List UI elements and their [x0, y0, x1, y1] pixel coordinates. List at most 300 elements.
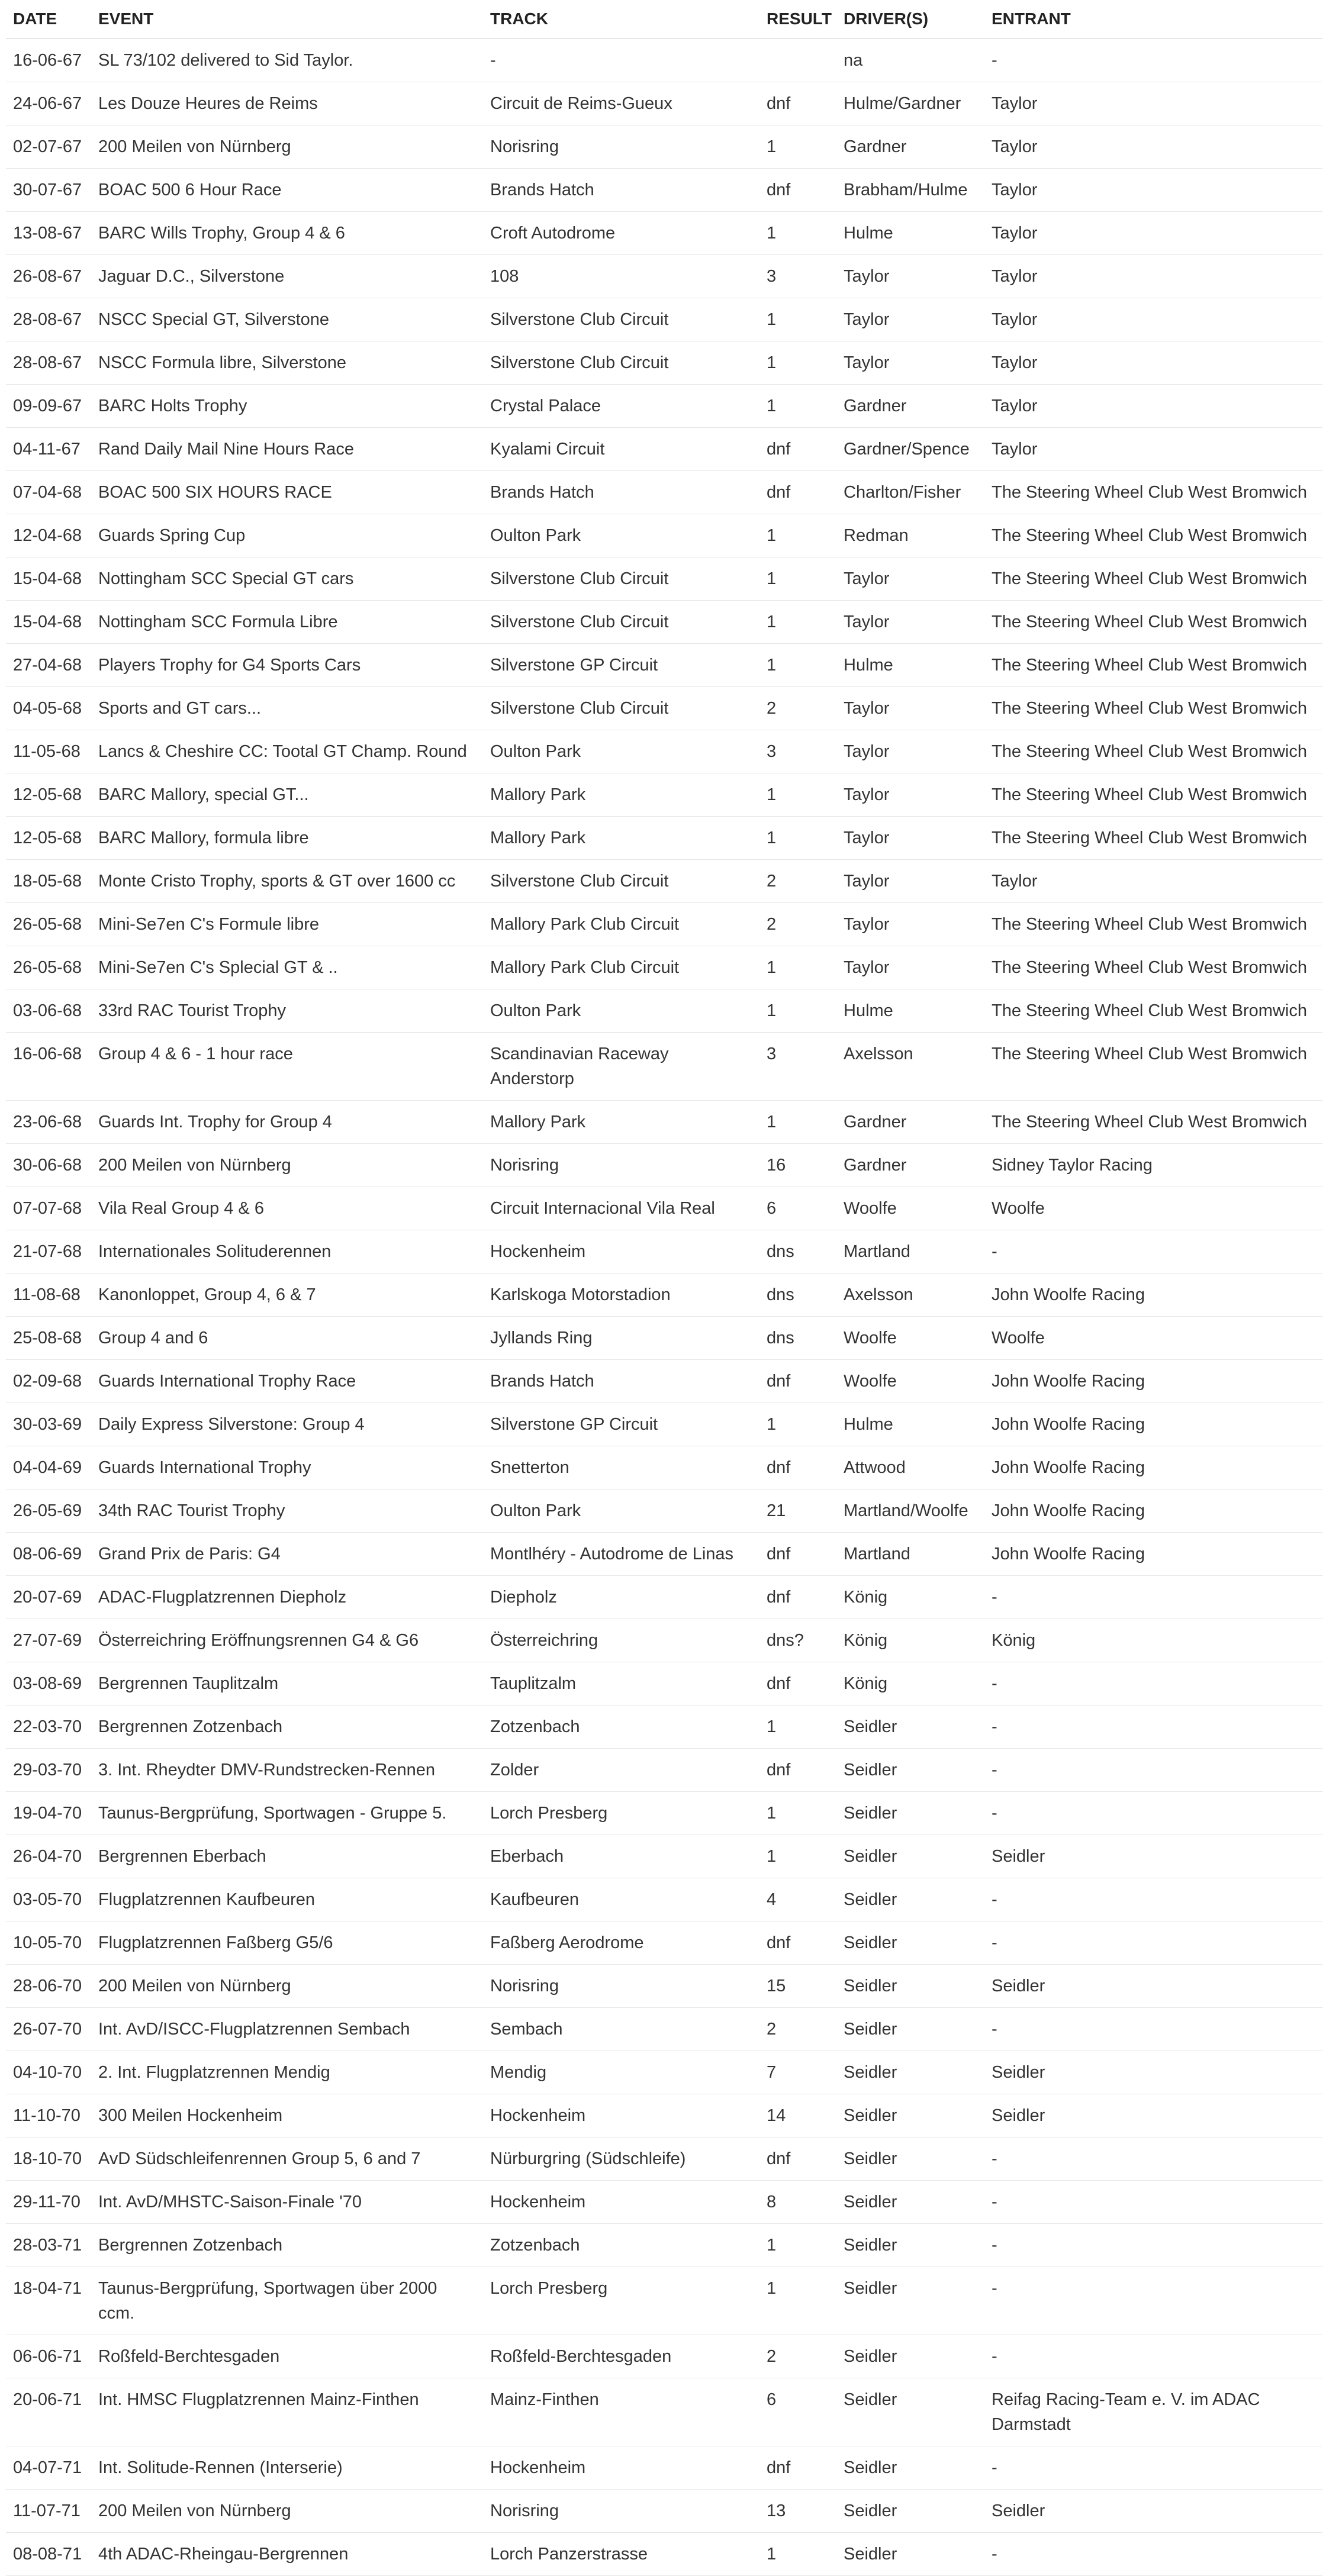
date-cell: 16-06-68	[6, 1033, 91, 1101]
drivers-cell: Seidler	[836, 2094, 984, 2137]
date-cell: 08-08-71	[6, 2533, 91, 2576]
table-row	[6, 644, 1322, 687]
entrant-cell: The Steering Wheel Club West Bromwich	[984, 989, 1322, 1033]
event-cell: Jaguar D.C., Silverstone	[91, 255, 483, 298]
track-cell: Eberbach	[483, 1835, 759, 1878]
entrant-cell: Taylor	[984, 212, 1322, 255]
event-cell: 200 Meilen von Nürnberg	[91, 125, 483, 169]
track-cell: Silverstone Club Circuit	[483, 341, 759, 385]
drivers-cell: Woolfe	[836, 1317, 984, 1360]
result-cell: 2	[759, 2335, 836, 2378]
drivers-cell: Seidler	[836, 2051, 984, 2094]
track-cell: Brands Hatch	[483, 1360, 759, 1403]
entrant-cell: John Woolfe Racing	[984, 1274, 1322, 1317]
drivers-cell: Axelsson	[836, 1033, 984, 1101]
event-cell: Group 4 & 6 - 1 hour race	[91, 1033, 483, 1101]
entrant-cell: The Steering Wheel Club West Bromwich	[984, 817, 1322, 860]
track-cell: Norisring	[483, 125, 759, 169]
track-cell: Kaufbeuren	[483, 1878, 759, 1921]
entrant-cell: -	[984, 2335, 1322, 2378]
track-cell: Mainz-Finthen	[483, 2378, 759, 2446]
result-cell: 6	[759, 1187, 836, 1230]
event-cell: Guards International Trophy Race	[91, 1360, 483, 1403]
event-cell: Int. AvD/MHSTC-Saison-Finale '70	[91, 2181, 483, 2224]
track-cell: Nürburgring (Südschleife)	[483, 2137, 759, 2181]
track-cell: Oulton Park	[483, 730, 759, 773]
result-cell: dnf	[759, 1662, 836, 1705]
result-cell: 3	[759, 1033, 836, 1101]
entrant-cell: John Woolfe Racing	[984, 1489, 1322, 1533]
table-row	[6, 471, 1322, 514]
entrant-cell: -	[984, 1230, 1322, 1274]
header-track: TRACK	[483, 0, 759, 38]
event-cell: 200 Meilen von Nürnberg	[91, 1965, 483, 2008]
date-cell: 28-08-67	[6, 298, 91, 341]
table-row	[6, 1965, 1322, 2008]
drivers-cell: König	[836, 1619, 984, 1662]
result-cell: 1	[759, 1705, 836, 1749]
date-cell: 18-04-71	[6, 2267, 91, 2335]
drivers-cell: Seidler	[836, 2533, 984, 2576]
result-cell: 1	[759, 773, 836, 817]
event-cell: Rand Daily Mail Nine Hours Race	[91, 428, 483, 471]
date-cell: 04-05-68	[6, 687, 91, 730]
entrant-cell: Taylor	[984, 82, 1322, 125]
result-cell: 13	[759, 2490, 836, 2533]
event-cell: Daily Express Silverstone: Group 4	[91, 1403, 483, 1446]
event-cell: NSCC Special GT, Silverstone	[91, 298, 483, 341]
drivers-cell: Hulme	[836, 1403, 984, 1446]
header-result: RESULT	[759, 0, 836, 38]
drivers-cell: Attwood	[836, 1446, 984, 1489]
drivers-cell: Taylor	[836, 341, 984, 385]
event-cell: Group 4 and 6	[91, 1317, 483, 1360]
track-cell: Mallory Park	[483, 773, 759, 817]
entrant-cell: John Woolfe Racing	[984, 1403, 1322, 1446]
table-row	[6, 2224, 1322, 2267]
result-cell: 1	[759, 817, 836, 860]
drivers-cell: Axelsson	[836, 1274, 984, 1317]
entrant-cell: Taylor	[984, 255, 1322, 298]
event-cell: Int. Solitude-Rennen (Interserie)	[91, 2446, 483, 2490]
drivers-cell: Seidler	[836, 2378, 984, 2446]
entrant-cell: -	[984, 38, 1322, 82]
entrant-cell: -	[984, 1662, 1322, 1705]
table-row	[6, 2181, 1322, 2224]
event-cell: 3. Int. Rheydter DMV-Rundstrecken-Rennen	[91, 1749, 483, 1792]
result-cell: dns?	[759, 1619, 836, 1662]
result-cell: 1	[759, 946, 836, 989]
date-cell: 29-03-70	[6, 1749, 91, 1792]
table-row	[6, 341, 1322, 385]
drivers-cell: Taylor	[836, 817, 984, 860]
date-cell: 13-08-67	[6, 212, 91, 255]
entrant-cell: The Steering Wheel Club West Bromwich	[984, 903, 1322, 946]
result-cell: 16	[759, 1144, 836, 1187]
drivers-cell: Gardner	[836, 1101, 984, 1144]
table-row	[6, 1403, 1322, 1446]
date-cell: 18-10-70	[6, 2137, 91, 2181]
drivers-cell: Martland/Woolfe	[836, 1489, 984, 1533]
table-row	[6, 1144, 1322, 1187]
date-cell: 04-11-67	[6, 428, 91, 471]
entrant-cell: The Steering Wheel Club West Bromwich	[984, 1101, 1322, 1144]
result-cell: 1	[759, 385, 836, 428]
date-cell: 28-08-67	[6, 341, 91, 385]
drivers-cell: Taylor	[836, 946, 984, 989]
event-cell: Mini-Se7en C's Formule libre	[91, 903, 483, 946]
drivers-cell: Seidler	[836, 2008, 984, 2051]
entrant-cell: -	[984, 1705, 1322, 1749]
entrant-cell: Taylor	[984, 169, 1322, 212]
table-row	[6, 730, 1322, 773]
table-row	[6, 125, 1322, 169]
track-cell: Crystal Palace	[483, 385, 759, 428]
track-cell: Lorch Presberg	[483, 2267, 759, 2335]
result-cell: dns	[759, 1317, 836, 1360]
entrant-cell: The Steering Wheel Club West Bromwich	[984, 946, 1322, 989]
table-row	[6, 601, 1322, 644]
table-row	[6, 1576, 1322, 1619]
event-cell: Taunus-Bergprüfung, Sportwagen über 2000 ccm.	[91, 2267, 483, 2335]
table-row	[6, 1360, 1322, 1403]
track-cell: Hockenheim	[483, 2094, 759, 2137]
event-cell: Int. HMSC Flugplatzrennen Mainz-Finthen	[91, 2378, 483, 2446]
track-cell: Hockenheim	[483, 2181, 759, 2224]
drivers-cell: Redman	[836, 514, 984, 557]
table-row	[6, 1792, 1322, 1835]
drivers-cell: Seidler	[836, 1835, 984, 1878]
event-cell: Internationales Solituderennen	[91, 1230, 483, 1274]
table-row	[6, 1274, 1322, 1317]
date-cell: 16-06-67	[6, 38, 91, 82]
track-cell: Norisring	[483, 1965, 759, 2008]
date-cell: 29-11-70	[6, 2181, 91, 2224]
table-row	[6, 557, 1322, 601]
table-row	[6, 212, 1322, 255]
entrant-cell: König	[984, 1619, 1322, 1662]
track-cell: Faßberg Aerodrome	[483, 1921, 759, 1965]
event-cell: Roßfeld-Berchtesgaden	[91, 2335, 483, 2378]
table-row	[6, 1533, 1322, 1576]
entrant-cell: Seidler	[984, 2490, 1322, 2533]
drivers-cell: Woolfe	[836, 1187, 984, 1230]
event-cell: NSCC Formula libre, Silverstone	[91, 341, 483, 385]
result-cell: dnf	[759, 169, 836, 212]
result-cell: 1	[759, 1403, 836, 1446]
entrant-cell: -	[984, 1749, 1322, 1792]
result-cell: 7	[759, 2051, 836, 2094]
drivers-cell: Seidler	[836, 2490, 984, 2533]
result-cell: dnf	[759, 2137, 836, 2181]
track-cell: Silverstone Club Circuit	[483, 557, 759, 601]
drivers-cell: na	[836, 38, 984, 82]
table-row	[6, 2008, 1322, 2051]
table-row	[6, 1705, 1322, 1749]
drivers-cell: Hulme	[836, 989, 984, 1033]
table-body	[6, 38, 1322, 2576]
event-cell: BARC Holts Trophy	[91, 385, 483, 428]
entrant-cell: -	[984, 1878, 1322, 1921]
entrant-cell: Taylor	[984, 860, 1322, 903]
event-cell: 200 Meilen von Nürnberg	[91, 1144, 483, 1187]
date-cell: 27-07-69	[6, 1619, 91, 1662]
entrant-cell: Reifag Racing-Team e. V. im ADAC Darmstadt	[984, 2378, 1322, 2446]
date-cell: 30-07-67	[6, 169, 91, 212]
track-cell: Snetterton	[483, 1446, 759, 1489]
drivers-cell: Taylor	[836, 860, 984, 903]
track-cell: Mallory Park	[483, 1101, 759, 1144]
event-cell: 2. Int. Flugplatzrennen Mendig	[91, 2051, 483, 2094]
track-cell: Oulton Park	[483, 989, 759, 1033]
drivers-cell: Taylor	[836, 601, 984, 644]
date-cell: 07-07-68	[6, 1187, 91, 1230]
track-cell: Silverstone Club Circuit	[483, 298, 759, 341]
drivers-cell: Seidler	[836, 2267, 984, 2335]
track-cell: Circuit Internacional Vila Real	[483, 1187, 759, 1230]
track-cell: Oulton Park	[483, 1489, 759, 1533]
drivers-cell: Seidler	[836, 1921, 984, 1965]
entrant-cell: -	[984, 2533, 1322, 2576]
entrant-cell: -	[984, 1792, 1322, 1835]
track-cell: Kyalami Circuit	[483, 428, 759, 471]
entrant-cell: The Steering Wheel Club West Bromwich	[984, 644, 1322, 687]
track-cell: Roßfeld-Berchtesgaden	[483, 2335, 759, 2378]
entrant-cell: Seidler	[984, 2051, 1322, 2094]
event-cell: BOAC 500 SIX HOURS RACE	[91, 471, 483, 514]
table-row	[6, 946, 1322, 989]
event-cell: Mini-Se7en C's Splecial GT & ..	[91, 946, 483, 989]
date-cell: 02-09-68	[6, 1360, 91, 1403]
result-cell: dnf	[759, 1749, 836, 1792]
entrant-cell: -	[984, 2446, 1322, 2490]
table-row	[6, 1749, 1322, 1792]
track-cell: Silverstone Club Circuit	[483, 601, 759, 644]
result-cell: dnf	[759, 428, 836, 471]
header-event: EVENT	[91, 0, 483, 38]
event-cell: 200 Meilen von Nürnberg	[91, 2490, 483, 2533]
track-cell: Hockenheim	[483, 1230, 759, 1274]
table-row	[6, 1230, 1322, 1274]
track-cell: Zotzenbach	[483, 1705, 759, 1749]
table-header	[6, 0, 1322, 38]
track-cell: Mendig	[483, 2051, 759, 2094]
event-cell: Guards Spring Cup	[91, 514, 483, 557]
drivers-cell: Seidler	[836, 1705, 984, 1749]
result-cell: dnf	[759, 1921, 836, 1965]
drivers-cell: Taylor	[836, 557, 984, 601]
date-cell: 12-05-68	[6, 817, 91, 860]
result-cell	[759, 38, 836, 82]
date-cell: 08-06-69	[6, 1533, 91, 1576]
event-cell: Bergrennen Zotzenbach	[91, 2224, 483, 2267]
event-cell: BARC Wills Trophy, Group 4 & 6	[91, 212, 483, 255]
track-cell: Silverstone GP Circuit	[483, 1403, 759, 1446]
date-cell: 26-04-70	[6, 1835, 91, 1878]
track-cell: Lorch Panzerstrasse	[483, 2533, 759, 2576]
drivers-cell: Brabham/Hulme	[836, 169, 984, 212]
drivers-cell: Seidler	[836, 1965, 984, 2008]
date-cell: 24-06-67	[6, 82, 91, 125]
drivers-cell: Seidler	[836, 1792, 984, 1835]
result-cell: 2	[759, 2008, 836, 2051]
date-cell: 30-06-68	[6, 1144, 91, 1187]
date-cell: 23-06-68	[6, 1101, 91, 1144]
track-cell: Karlskoga Motorstadion	[483, 1274, 759, 1317]
table-row	[6, 2533, 1322, 2576]
date-cell: 04-04-69	[6, 1446, 91, 1489]
table-row	[6, 1187, 1322, 1230]
event-cell: Les Douze Heures de Reims	[91, 82, 483, 125]
result-cell: dnf	[759, 1360, 836, 1403]
table-row	[6, 385, 1322, 428]
track-cell: Scandinavian Raceway Anderstorp	[483, 1033, 759, 1101]
date-cell: 20-06-71	[6, 2378, 91, 2446]
drivers-cell: Martland	[836, 1533, 984, 1576]
header-date: DATE	[6, 0, 91, 38]
entrant-cell: The Steering Wheel Club West Bromwich	[984, 1033, 1322, 1101]
date-cell: 11-07-71	[6, 2490, 91, 2533]
track-cell: Mallory Park	[483, 817, 759, 860]
result-cell: dnf	[759, 471, 836, 514]
event-cell: 4th ADAC-Rheingau-Bergrennen	[91, 2533, 483, 2576]
drivers-cell: Hulme	[836, 212, 984, 255]
table-row	[6, 1446, 1322, 1489]
entrant-cell: -	[984, 2267, 1322, 2335]
track-cell: Circuit de Reims-Gueux	[483, 82, 759, 125]
result-cell: 1	[759, 644, 836, 687]
track-cell: Montlhéry - Autodrome de Linas	[483, 1533, 759, 1576]
track-cell: Zolder	[483, 1749, 759, 1792]
track-cell: Brands Hatch	[483, 169, 759, 212]
date-cell: 26-08-67	[6, 255, 91, 298]
result-cell: 1	[759, 2533, 836, 2576]
entrant-cell: -	[984, 1921, 1322, 1965]
track-cell: Mallory Park Club Circuit	[483, 903, 759, 946]
table-row	[6, 514, 1322, 557]
track-cell: Brands Hatch	[483, 471, 759, 514]
table-row	[6, 2267, 1322, 2335]
event-cell: Bergrennen Tauplitzalm	[91, 1662, 483, 1705]
table-row	[6, 169, 1322, 212]
event-cell: Players Trophy for G4 Sports Cars	[91, 644, 483, 687]
entrant-cell: John Woolfe Racing	[984, 1360, 1322, 1403]
track-cell: Zotzenbach	[483, 2224, 759, 2267]
entrant-cell: -	[984, 2008, 1322, 2051]
entrant-cell: Seidler	[984, 2094, 1322, 2137]
table-row	[6, 903, 1322, 946]
table-row	[6, 1619, 1322, 1662]
result-cell: dns	[759, 1274, 836, 1317]
drivers-cell: Charlton/Fisher	[836, 471, 984, 514]
entrant-cell: Taylor	[984, 298, 1322, 341]
entrant-cell: The Steering Wheel Club West Bromwich	[984, 730, 1322, 773]
track-cell: Mallory Park Club Circuit	[483, 946, 759, 989]
track-cell: Jyllands Ring	[483, 1317, 759, 1360]
drivers-cell: Taylor	[836, 298, 984, 341]
drivers-cell: Taylor	[836, 687, 984, 730]
track-cell: Norisring	[483, 2490, 759, 2533]
table-row	[6, 2094, 1322, 2137]
table-row	[6, 1921, 1322, 1965]
result-cell: 14	[759, 2094, 836, 2137]
result-cell: 1	[759, 514, 836, 557]
table-row	[6, 817, 1322, 860]
entrant-cell: -	[984, 1576, 1322, 1619]
drivers-cell: König	[836, 1662, 984, 1705]
result-cell: 3	[759, 255, 836, 298]
table-row	[6, 298, 1322, 341]
event-cell: BARC Mallory, formula libre	[91, 817, 483, 860]
entrant-cell: Seidler	[984, 1835, 1322, 1878]
table-row	[6, 687, 1322, 730]
drivers-cell: Gardner	[836, 125, 984, 169]
table-row	[6, 989, 1322, 1033]
drivers-cell: Seidler	[836, 2224, 984, 2267]
result-cell: 1	[759, 341, 836, 385]
race-history-table	[6, 0, 1322, 2576]
drivers-cell: Gardner/Spence	[836, 428, 984, 471]
date-cell: 04-07-71	[6, 2446, 91, 2490]
result-cell: 6	[759, 2378, 836, 2446]
entrant-cell: -	[984, 2224, 1322, 2267]
date-cell: 18-05-68	[6, 860, 91, 903]
table-row	[6, 2490, 1322, 2533]
result-cell: 1	[759, 125, 836, 169]
date-cell: 22-03-70	[6, 1705, 91, 1749]
event-cell: Österreichring Eröffnungsrennen G4 & G6	[91, 1619, 483, 1662]
event-cell: Bergrennen Eberbach	[91, 1835, 483, 1878]
event-cell: Kanonloppet, Group 4, 6 & 7	[91, 1274, 483, 1317]
date-cell: 04-10-70	[6, 2051, 91, 2094]
result-cell: 2	[759, 903, 836, 946]
result-cell: 1	[759, 601, 836, 644]
track-cell: Diepholz	[483, 1576, 759, 1619]
event-cell: Bergrennen Zotzenbach	[91, 1705, 483, 1749]
entrant-cell: Taylor	[984, 385, 1322, 428]
date-cell: 30-03-69	[6, 1403, 91, 1446]
entrant-cell: Woolfe	[984, 1317, 1322, 1360]
table-row	[6, 255, 1322, 298]
drivers-cell: Seidler	[836, 2181, 984, 2224]
result-cell: 1	[759, 989, 836, 1033]
event-cell: Flugplatzrennen Faßberg G5/6	[91, 1921, 483, 1965]
result-cell: 1	[759, 298, 836, 341]
track-cell: Silverstone GP Circuit	[483, 644, 759, 687]
table-row	[6, 860, 1322, 903]
entrant-cell: Taylor	[984, 341, 1322, 385]
date-cell: 11-05-68	[6, 730, 91, 773]
event-cell: Monte Cristo Trophy, sports & GT over 1600 cc	[91, 860, 483, 903]
header-entrant: ENTRANT	[984, 0, 1322, 38]
track-cell: Silverstone Club Circuit	[483, 860, 759, 903]
event-cell: Vila Real Group 4 & 6	[91, 1187, 483, 1230]
event-cell: Guards Int. Trophy for Group 4	[91, 1101, 483, 1144]
table-row	[6, 428, 1322, 471]
table-row	[6, 1033, 1322, 1101]
date-cell: 09-09-67	[6, 385, 91, 428]
result-cell: 15	[759, 1965, 836, 2008]
drivers-cell: Seidler	[836, 2137, 984, 2181]
date-cell: 26-05-68	[6, 903, 91, 946]
result-cell: 1	[759, 1792, 836, 1835]
result-cell: 1	[759, 1835, 836, 1878]
date-cell: 03-06-68	[6, 989, 91, 1033]
date-cell: 15-04-68	[6, 557, 91, 601]
drivers-cell: Taylor	[836, 773, 984, 817]
track-cell: 108	[483, 255, 759, 298]
date-cell: 21-07-68	[6, 1230, 91, 1274]
